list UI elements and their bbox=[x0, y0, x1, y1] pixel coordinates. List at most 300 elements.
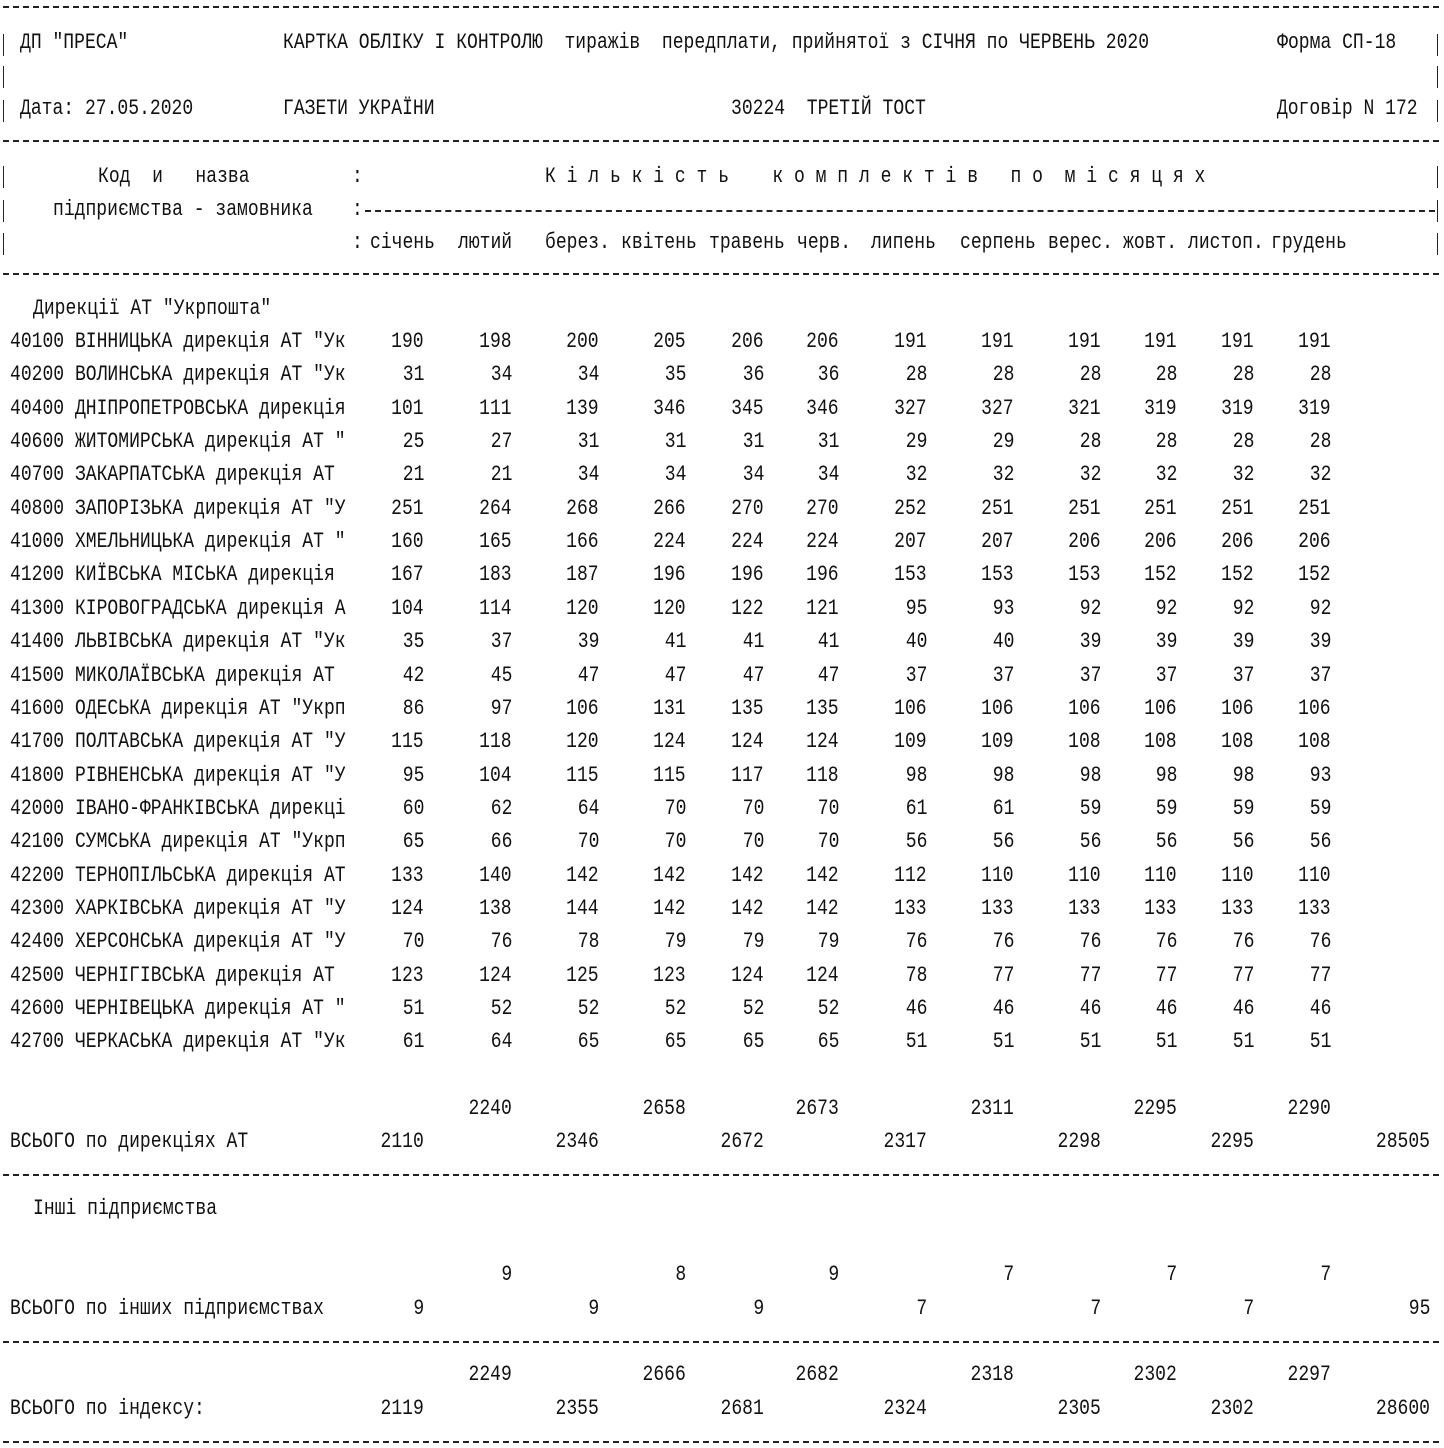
month-value: 133 bbox=[1144, 895, 1177, 921]
month-value: 191 bbox=[1298, 329, 1331, 354]
total-value-lower: 9 bbox=[753, 1296, 764, 1321]
contract-number: Договір N 172 bbox=[1277, 96, 1418, 121]
month-value: 110 bbox=[1221, 862, 1254, 888]
enterprise-name: 41300 КІРОВОГРАДСЬКА дирекція А bbox=[10, 595, 346, 621]
month-value: 106 bbox=[894, 695, 927, 721]
month-value: 95 bbox=[402, 762, 424, 788]
month-value: 108 bbox=[1068, 729, 1101, 755]
month-value: 34 bbox=[742, 462, 764, 488]
month-value: 346 bbox=[653, 395, 686, 421]
month-value: 108 bbox=[1298, 729, 1331, 755]
month-value: 76 bbox=[490, 929, 512, 955]
total-value-lower: 9 bbox=[588, 1296, 599, 1321]
month-value: 224 bbox=[731, 529, 764, 555]
total-value-upper: 8 bbox=[675, 1262, 686, 1287]
month-value: 86 bbox=[402, 695, 424, 721]
month-value: 46 bbox=[1079, 996, 1101, 1021]
month-value: 70 bbox=[664, 829, 686, 855]
total-label: ВСЬОГО по інших підприємствах bbox=[10, 1296, 324, 1321]
month-value: 106 bbox=[981, 695, 1014, 721]
month-value: 110 bbox=[1298, 862, 1331, 888]
border-left bbox=[3, 166, 4, 188]
month-value: 34 bbox=[490, 362, 512, 388]
enterprise-name: 42300 ХАРКІВСЬКА дирекція АТ "У bbox=[10, 895, 346, 921]
total-value-upper: 9 bbox=[828, 1262, 839, 1287]
enterprise-name: 40100 ВІННИЦЬКА дирекція АТ "Ук bbox=[10, 329, 346, 354]
divider-bottom bbox=[3, 1441, 1439, 1443]
month-header: січень bbox=[370, 230, 435, 255]
month-value: 101 bbox=[391, 395, 424, 421]
month-value: 251 bbox=[391, 495, 424, 521]
month-value: 98 bbox=[992, 762, 1014, 788]
total-value-upper: 2295 bbox=[1133, 1096, 1177, 1121]
month-value: 47 bbox=[664, 662, 686, 688]
month-value: 76 bbox=[1309, 929, 1331, 955]
enterprise-name: 41600 ОДЕСЬКА дирекція АТ "Укрп bbox=[10, 695, 346, 721]
month-value: 319 bbox=[1298, 395, 1331, 421]
month-value: 39 bbox=[1155, 629, 1177, 655]
total-value-upper: 2318 bbox=[970, 1362, 1014, 1387]
enterprise-name: 41000 ХМЕЛЬНИЦЬКА дирекція АТ " bbox=[10, 529, 346, 555]
month-value: 32 bbox=[1309, 462, 1331, 488]
border-right bbox=[1437, 100, 1438, 122]
month-value: 42 bbox=[402, 662, 424, 688]
month-value: 70 bbox=[742, 829, 764, 855]
month-value: 37 bbox=[1155, 662, 1177, 688]
month-value: 345 bbox=[731, 395, 764, 421]
month-value: 97 bbox=[490, 695, 512, 721]
total-value-lower: 2355 bbox=[555, 1396, 599, 1421]
month-value: 264 bbox=[479, 495, 512, 521]
month-value: 52 bbox=[742, 996, 764, 1021]
month-value: 51 bbox=[1079, 1029, 1101, 1055]
month-value: 47 bbox=[817, 662, 839, 688]
total-value-lower: 2317 bbox=[883, 1129, 927, 1154]
month-value: 41 bbox=[817, 629, 839, 655]
month-value: 59 bbox=[1155, 795, 1177, 821]
month-value: 34 bbox=[577, 362, 599, 388]
column-code-name-label: Код и назва bbox=[98, 164, 250, 189]
month-value: 327 bbox=[981, 395, 1014, 421]
month-value: 31 bbox=[577, 429, 599, 455]
enterprise-name: 42100 СУМСЬКА дирекція АТ "Укрп bbox=[10, 829, 346, 855]
month-value: 77 bbox=[992, 962, 1014, 988]
month-value: 205 bbox=[653, 329, 686, 354]
total-value-lower: 2681 bbox=[720, 1396, 764, 1421]
month-value: 76 bbox=[1232, 929, 1254, 955]
month-value: 39 bbox=[1079, 629, 1101, 655]
month-value: 59 bbox=[1232, 795, 1254, 821]
month-value: 34 bbox=[664, 462, 686, 488]
month-value: 29 bbox=[992, 429, 1014, 455]
total-value-upper: 2682 bbox=[795, 1362, 839, 1387]
month-value: 37 bbox=[1309, 662, 1331, 688]
month-value: 104 bbox=[391, 595, 424, 621]
month-value: 152 bbox=[1221, 562, 1254, 588]
month-value: 32 bbox=[1232, 462, 1254, 488]
month-value: 131 bbox=[653, 695, 686, 721]
total-value-lower: 2298 bbox=[1057, 1129, 1101, 1154]
enterprise-name: 41500 МИКОЛАЇВСЬКА дирекція АТ bbox=[10, 662, 335, 688]
total-value-lower: 2302 bbox=[1210, 1396, 1254, 1421]
month-value: 47 bbox=[742, 662, 764, 688]
month-header: лютий bbox=[458, 230, 513, 255]
report-date: Дата: 27.05.2020 bbox=[20, 96, 194, 121]
month-value: 77 bbox=[1232, 962, 1254, 988]
month-value: 95 bbox=[905, 595, 927, 621]
total-value-upper: 2673 bbox=[795, 1096, 839, 1121]
month-value: 115 bbox=[566, 762, 599, 788]
month-value: 133 bbox=[981, 895, 1014, 921]
month-value: 123 bbox=[391, 962, 424, 988]
month-value: 167 bbox=[391, 562, 424, 588]
month-value: 92 bbox=[1079, 595, 1101, 621]
month-value: 39 bbox=[1232, 629, 1254, 655]
border-right bbox=[1437, 66, 1438, 88]
month-value: 52 bbox=[664, 996, 686, 1021]
month-value: 79 bbox=[742, 929, 764, 955]
month-value: 65 bbox=[664, 1029, 686, 1055]
month-value: 78 bbox=[905, 962, 927, 988]
total-value-lower: 2119 bbox=[380, 1396, 424, 1421]
divider-section1 bbox=[3, 1174, 1439, 1176]
month-value: 64 bbox=[490, 1029, 512, 1055]
month-value: 35 bbox=[664, 362, 686, 388]
month-value: 46 bbox=[1232, 996, 1254, 1021]
month-value: 268 bbox=[566, 495, 599, 521]
month-value: 98 bbox=[1232, 762, 1254, 788]
months-title: К і л ь к і с т ь к о м п л е к т і в п о м і с я ц я х bbox=[545, 164, 1206, 189]
month-value: 37 bbox=[992, 662, 1014, 688]
month-header: грудень bbox=[1271, 230, 1347, 255]
total-value-upper: 2290 bbox=[1287, 1096, 1331, 1121]
month-value: 118 bbox=[479, 729, 512, 755]
month-value: 70 bbox=[817, 795, 839, 821]
month-value: 196 bbox=[731, 562, 764, 588]
month-value: 76 bbox=[1079, 929, 1101, 955]
month-value: 98 bbox=[905, 762, 927, 788]
month-value: 45 bbox=[490, 662, 512, 688]
month-value: 70 bbox=[664, 795, 686, 821]
month-value: 110 bbox=[1144, 862, 1177, 888]
month-value: 56 bbox=[1309, 829, 1331, 855]
month-value: 34 bbox=[817, 462, 839, 488]
month-value: 191 bbox=[1144, 329, 1177, 354]
month-value: 56 bbox=[1232, 829, 1254, 855]
month-value: 62 bbox=[490, 795, 512, 821]
month-value: 118 bbox=[806, 762, 839, 788]
month-value: 51 bbox=[1155, 1029, 1177, 1055]
month-value: 28 bbox=[1309, 429, 1331, 455]
total-value-upper: 2658 bbox=[642, 1096, 686, 1121]
total-value-upper: 2311 bbox=[970, 1096, 1014, 1121]
total-value-lower: 2672 bbox=[720, 1129, 764, 1154]
month-value: 106 bbox=[1221, 695, 1254, 721]
enterprise-name: 42600 ЧЕРНІВЕЦЬКА дирекція АТ " bbox=[10, 996, 346, 1021]
month-value: 104 bbox=[479, 762, 512, 788]
month-value: 46 bbox=[1309, 996, 1331, 1021]
month-value: 187 bbox=[566, 562, 599, 588]
month-value: 79 bbox=[664, 929, 686, 955]
month-value: 270 bbox=[806, 495, 839, 521]
index-title: 30224 ТРЕТІЙ ТОСТ bbox=[731, 96, 926, 121]
month-value: 28 bbox=[1309, 362, 1331, 388]
month-value: 153 bbox=[981, 562, 1014, 588]
grand-total: 28600 bbox=[1375, 1396, 1430, 1421]
month-value: 59 bbox=[1079, 795, 1101, 821]
month-value: 76 bbox=[1155, 929, 1177, 955]
total-value-upper: 2297 bbox=[1287, 1362, 1331, 1387]
month-value: 65 bbox=[402, 829, 424, 855]
month-value: 51 bbox=[1232, 1029, 1254, 1055]
enterprise-name: 42000 ІВАНО-ФРАНКІВСЬКА дирекці bbox=[10, 795, 346, 821]
month-value: 124 bbox=[653, 729, 686, 755]
month-value: 51 bbox=[1309, 1029, 1331, 1055]
month-value: 78 bbox=[577, 929, 599, 955]
month-value: 76 bbox=[992, 929, 1014, 955]
divider-section2 bbox=[3, 1341, 1439, 1343]
enterprise-name: 40400 ДНІПРОПЕТРОВСЬКА дирекція bbox=[10, 395, 346, 421]
month-value: 25 bbox=[402, 429, 424, 455]
month-value: 93 bbox=[992, 595, 1014, 621]
divider-header bbox=[3, 140, 1439, 142]
month-value: 37 bbox=[1079, 662, 1101, 688]
month-value: 109 bbox=[981, 729, 1014, 755]
month-value: 191 bbox=[1068, 329, 1101, 354]
month-value: 160 bbox=[391, 529, 424, 555]
month-value: 112 bbox=[894, 862, 927, 888]
month-header: черв. bbox=[797, 230, 852, 255]
month-value: 321 bbox=[1068, 395, 1101, 421]
month-value: 142 bbox=[653, 862, 686, 888]
total-value-upper: 2240 bbox=[468, 1096, 512, 1121]
total-value-upper: 7 bbox=[1320, 1262, 1331, 1287]
month-value: 56 bbox=[1079, 829, 1101, 855]
month-value: 191 bbox=[1221, 329, 1254, 354]
border-left bbox=[3, 34, 4, 56]
divider-top bbox=[3, 6, 1439, 8]
month-value: 108 bbox=[1221, 729, 1254, 755]
month-value: 28 bbox=[1155, 362, 1177, 388]
enterprise-name: 42700 ЧЕРКАСЬКА дирекція АТ "Ук bbox=[10, 1029, 346, 1055]
month-value: 206 bbox=[1298, 529, 1331, 555]
enterprise-name: 40600 ЖИТОМИРСЬКА дирекція АТ " bbox=[10, 429, 346, 455]
enterprise-name: 41200 КИЇВСЬКА МІСЬКА дирекція bbox=[10, 562, 335, 588]
total-value-upper: 9 bbox=[501, 1262, 512, 1287]
month-value: 133 bbox=[1068, 895, 1101, 921]
month-value: 21 bbox=[402, 462, 424, 488]
month-value: 191 bbox=[894, 329, 927, 354]
month-value: 251 bbox=[1221, 495, 1254, 521]
month-value: 21 bbox=[490, 462, 512, 488]
month-value: 110 bbox=[981, 862, 1014, 888]
grand-total: 28505 bbox=[1375, 1129, 1430, 1154]
month-value: 77 bbox=[1309, 962, 1331, 988]
month-value: 111 bbox=[479, 395, 512, 421]
month-value: 152 bbox=[1298, 562, 1331, 588]
total-label: ВСЬОГО по дирекціях АТ bbox=[10, 1129, 249, 1154]
month-value: 140 bbox=[479, 862, 512, 888]
month-value: 106 bbox=[1298, 695, 1331, 721]
month-value: 52 bbox=[490, 996, 512, 1021]
month-header: берез. bbox=[545, 230, 610, 255]
month-value: 122 bbox=[731, 595, 764, 621]
month-value: 41 bbox=[664, 629, 686, 655]
month-header: жовт. bbox=[1123, 230, 1178, 255]
month-value: 196 bbox=[806, 562, 839, 588]
month-value: 92 bbox=[1155, 595, 1177, 621]
month-value: 32 bbox=[1079, 462, 1101, 488]
total-value-upper: 7 bbox=[1003, 1262, 1014, 1287]
border-left bbox=[3, 200, 4, 222]
month-value: 266 bbox=[653, 495, 686, 521]
month-value: 108 bbox=[1144, 729, 1177, 755]
category: ГАЗЕТИ УКРАЇНИ bbox=[283, 96, 435, 121]
month-value: 133 bbox=[1221, 895, 1254, 921]
month-value: 142 bbox=[806, 862, 839, 888]
month-value: 138 bbox=[479, 895, 512, 921]
section-title-other: Інші підприємства bbox=[33, 1196, 218, 1221]
month-value: 60 bbox=[402, 795, 424, 821]
month-value: 46 bbox=[905, 996, 927, 1021]
month-value: 121 bbox=[806, 595, 839, 621]
column-separator: : bbox=[352, 230, 363, 255]
month-value: 327 bbox=[894, 395, 927, 421]
month-value: 124 bbox=[806, 962, 839, 988]
column-enterprise-label: підприємства - замовника bbox=[53, 197, 313, 222]
month-value: 133 bbox=[894, 895, 927, 921]
total-value-lower: 7 bbox=[1243, 1296, 1254, 1321]
month-value: 40 bbox=[992, 629, 1014, 655]
month-value: 61 bbox=[402, 1029, 424, 1055]
month-value: 206 bbox=[1144, 529, 1177, 555]
month-header: травень bbox=[709, 230, 785, 255]
page-title: КАРТКА ОБЛІКУ І КОНТРОЛЮ тиражів передплати, прийнятої з СІЧНЯ по ЧЕРВЕНЬ 2020 bbox=[283, 30, 1150, 55]
month-value: 142 bbox=[806, 895, 839, 921]
divider-table-header bbox=[3, 273, 1439, 275]
month-value: 98 bbox=[1155, 762, 1177, 788]
month-value: 120 bbox=[566, 729, 599, 755]
month-value: 135 bbox=[731, 695, 764, 721]
month-value: 198 bbox=[479, 329, 512, 354]
month-value: 115 bbox=[653, 762, 686, 788]
total-value-lower: 2295 bbox=[1210, 1129, 1254, 1154]
org-name: ДП "ПРЕСА" bbox=[20, 30, 129, 55]
month-value: 153 bbox=[894, 562, 927, 588]
month-value: 51 bbox=[905, 1029, 927, 1055]
month-value: 29 bbox=[905, 429, 927, 455]
column-separator: : bbox=[352, 164, 363, 189]
month-value: 124 bbox=[479, 962, 512, 988]
month-value: 125 bbox=[566, 962, 599, 988]
month-value: 144 bbox=[566, 895, 599, 921]
total-value-upper: 7 bbox=[1166, 1262, 1177, 1287]
month-value: 142 bbox=[566, 862, 599, 888]
month-header: серпень bbox=[960, 230, 1036, 255]
enterprise-name: 41800 РІВНЕНСЬКА дирекція АТ "У bbox=[10, 762, 346, 788]
month-value: 207 bbox=[894, 529, 927, 555]
total-label: ВСЬОГО по індексу: bbox=[10, 1396, 205, 1421]
month-value: 51 bbox=[402, 996, 424, 1021]
total-value-lower: 7 bbox=[916, 1296, 927, 1321]
enterprise-name: 40200 ВОЛИНСЬКА дирекція АТ "Ук bbox=[10, 362, 346, 388]
border-left bbox=[3, 100, 4, 122]
month-value: 32 bbox=[905, 462, 927, 488]
month-value: 46 bbox=[1155, 996, 1177, 1021]
enterprise-name: 42400 ХЕРСОНСЬКА дирекція АТ "У bbox=[10, 929, 346, 955]
month-value: 70 bbox=[577, 829, 599, 855]
month-value: 224 bbox=[653, 529, 686, 555]
month-value: 183 bbox=[479, 562, 512, 588]
enterprise-name: 41400 ЛЬВІВСЬКА дирекція АТ "Ук bbox=[10, 629, 346, 655]
month-value: 56 bbox=[992, 829, 1014, 855]
border-left bbox=[3, 233, 4, 255]
month-value: 251 bbox=[1068, 495, 1101, 521]
month-value: 36 bbox=[742, 362, 764, 388]
month-value: 319 bbox=[1221, 395, 1254, 421]
month-value: 46 bbox=[992, 996, 1014, 1021]
month-value: 92 bbox=[1232, 595, 1254, 621]
month-value: 251 bbox=[981, 495, 1014, 521]
month-value: 79 bbox=[817, 929, 839, 955]
month-value: 120 bbox=[653, 595, 686, 621]
month-value: 39 bbox=[577, 629, 599, 655]
month-value: 207 bbox=[981, 529, 1014, 555]
month-value: 206 bbox=[731, 329, 764, 354]
month-value: 27 bbox=[490, 429, 512, 455]
month-value: 70 bbox=[402, 929, 424, 955]
grand-total: 95 bbox=[1408, 1296, 1430, 1321]
month-value: 59 bbox=[1309, 795, 1331, 821]
total-value-lower: 9 bbox=[413, 1296, 424, 1321]
month-value: 28 bbox=[1079, 362, 1101, 388]
month-value: 346 bbox=[806, 395, 839, 421]
month-header: липень bbox=[871, 230, 936, 255]
month-header: верес. bbox=[1048, 230, 1113, 255]
total-value-upper: 2302 bbox=[1133, 1362, 1177, 1387]
month-value: 40 bbox=[905, 629, 927, 655]
month-value: 41 bbox=[742, 629, 764, 655]
month-value: 52 bbox=[817, 996, 839, 1021]
month-value: 135 bbox=[806, 695, 839, 721]
month-value: 37 bbox=[490, 629, 512, 655]
month-value: 28 bbox=[992, 362, 1014, 388]
month-value: 110 bbox=[1068, 862, 1101, 888]
month-value: 65 bbox=[742, 1029, 764, 1055]
total-value-lower: 2305 bbox=[1057, 1396, 1101, 1421]
month-value: 124 bbox=[806, 729, 839, 755]
month-value: 142 bbox=[731, 862, 764, 888]
border-left bbox=[3, 66, 4, 88]
month-value: 142 bbox=[653, 895, 686, 921]
border-right bbox=[1437, 34, 1438, 56]
month-value: 92 bbox=[1309, 595, 1331, 621]
month-value: 77 bbox=[1155, 962, 1177, 988]
month-value: 251 bbox=[1298, 495, 1331, 521]
month-value: 52 bbox=[577, 996, 599, 1021]
month-value: 76 bbox=[905, 929, 927, 955]
month-value: 51 bbox=[992, 1029, 1014, 1055]
month-value: 153 bbox=[1068, 562, 1101, 588]
month-value: 39 bbox=[1309, 629, 1331, 655]
month-value: 65 bbox=[577, 1029, 599, 1055]
month-value: 133 bbox=[1298, 895, 1331, 921]
month-value: 124 bbox=[731, 729, 764, 755]
month-value: 28 bbox=[1079, 429, 1101, 455]
month-value: 31 bbox=[402, 362, 424, 388]
total-value-upper: 2666 bbox=[642, 1362, 686, 1387]
month-value: 252 bbox=[894, 495, 927, 521]
